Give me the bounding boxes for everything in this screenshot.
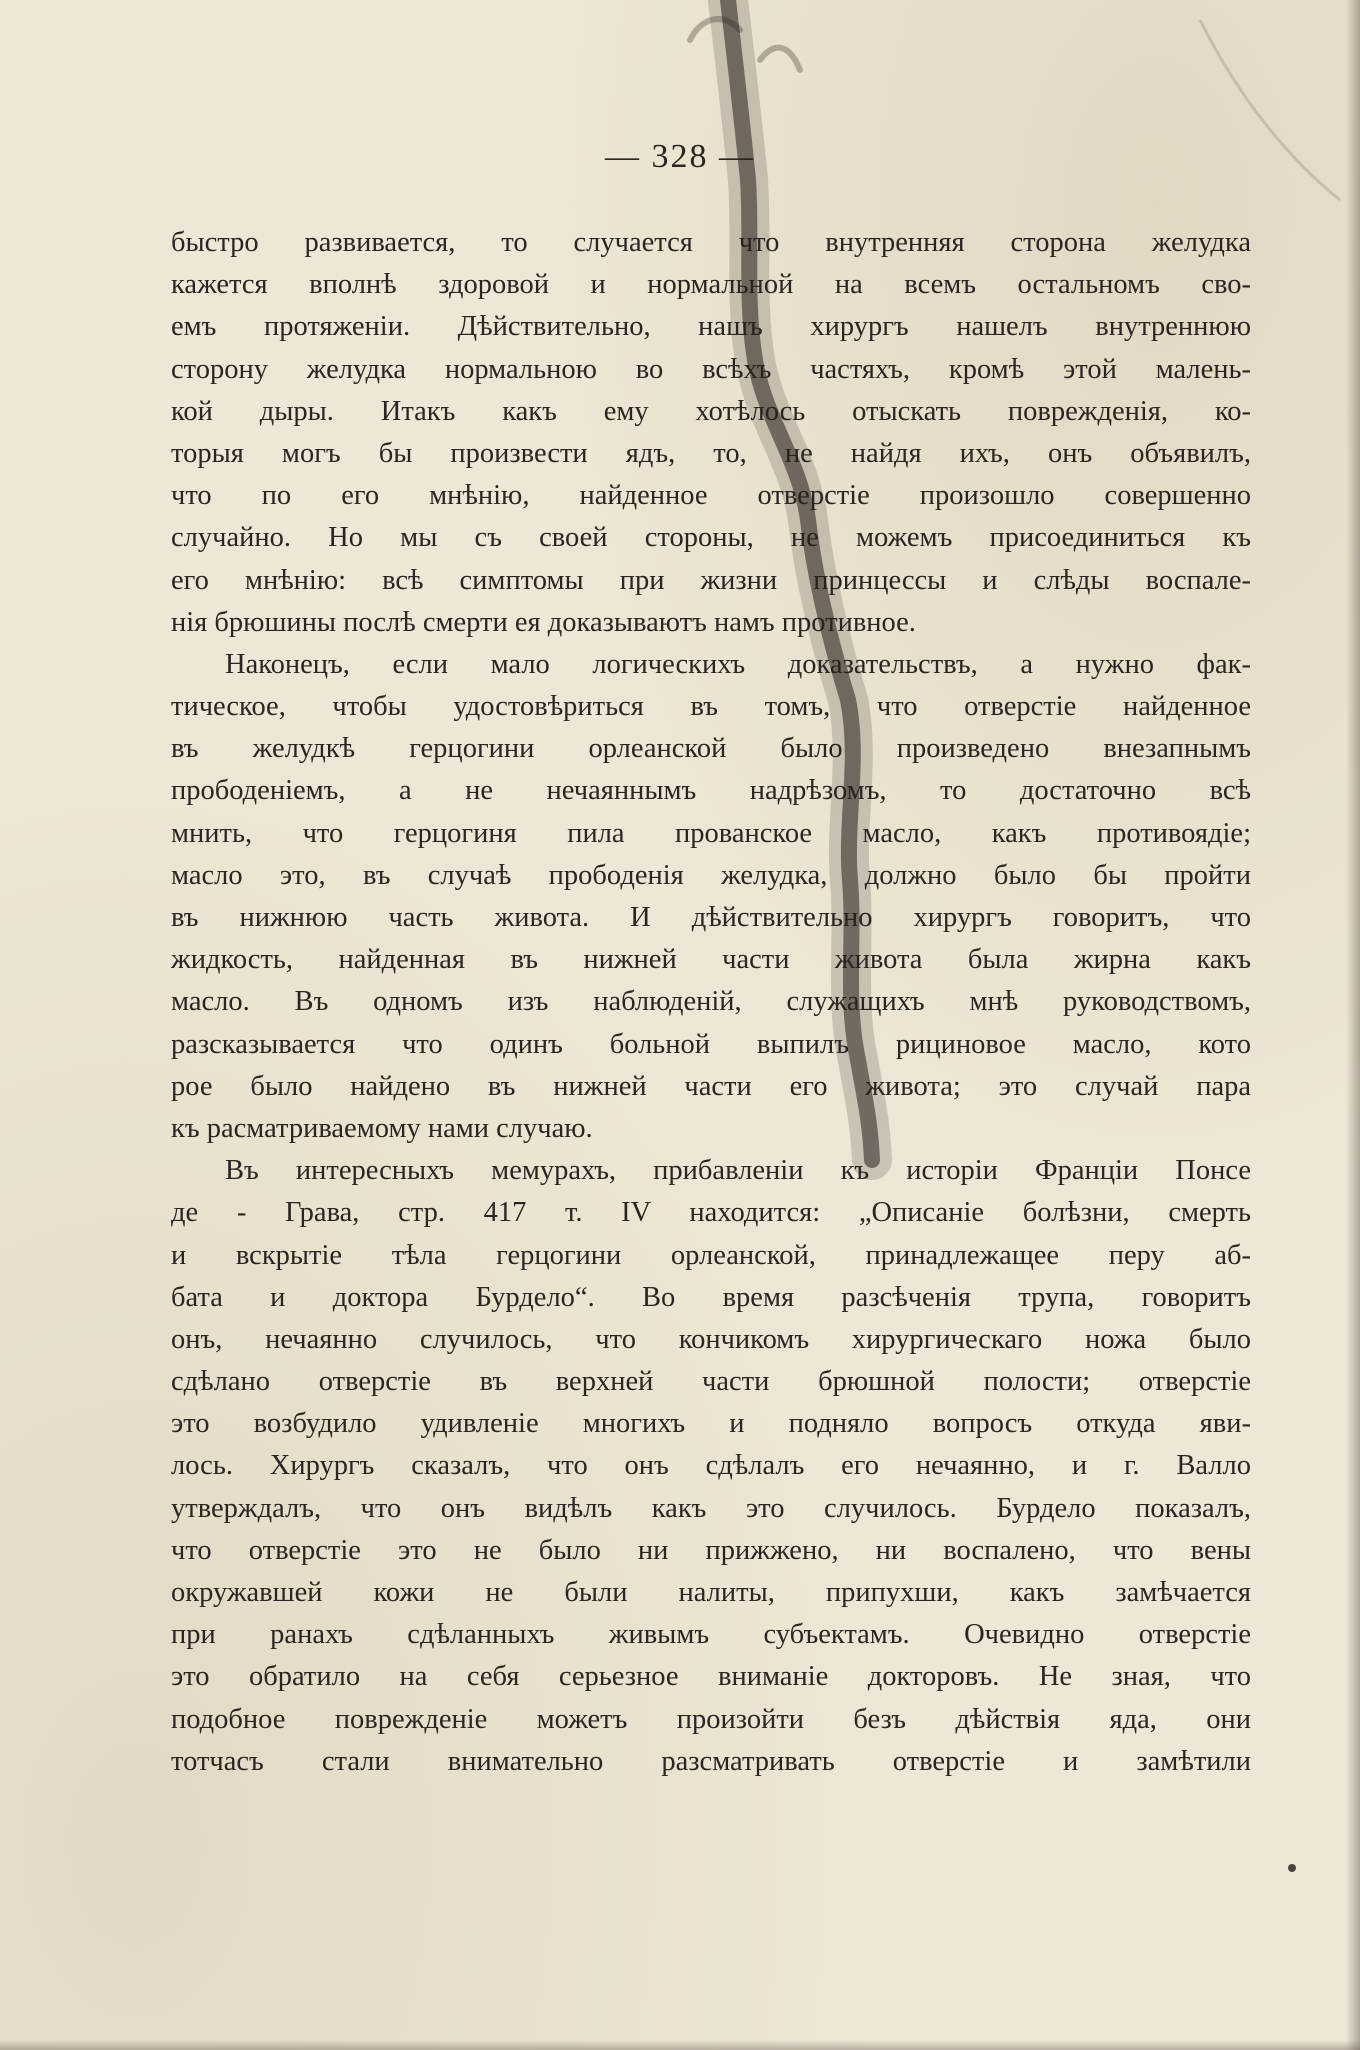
text-line: де - Грава, стр. 417 т. IV находится: „Описаніе болѣзни, смерть xyxy=(171,1197,1251,1229)
page-number: — 328 — xyxy=(605,138,755,175)
text-line: торыя могъ бы произвести ядъ, то, не найдя ихъ, онъ объявилъ, xyxy=(171,437,1251,469)
text-line: масло. Въ одномъ изъ наблюденій, служащихъ мнѣ руководствомъ, xyxy=(171,986,1251,1018)
text-line: что по его мнѣнію, найденное отверстіе произошло совершенно xyxy=(171,480,1251,512)
text-line: это обратило на себя серьезное вниманіе докторовъ. Не зная, что xyxy=(171,1661,1251,1693)
text-line: бата и доктора Бурдело“. Во время разсѣченія трупа, говоритъ xyxy=(171,1281,1251,1313)
page-edge-shadow-right xyxy=(1346,0,1360,2050)
page-edge-shadow-bottom xyxy=(0,2040,1360,2050)
text-line: разсказывается что одинъ больной выпилъ рициновое масло, кото xyxy=(171,1028,1251,1060)
text-line: сторону желудка нормальною во всѣхъ частяхъ, кромѣ этой малень- xyxy=(171,353,1251,385)
text-line: онъ, нечаянно случилось, что кончикомъ хирургическаго ножа было xyxy=(171,1323,1251,1355)
text-line: тическое, чтобы удостовѣриться въ томъ, что отверстіе найденное xyxy=(171,691,1251,723)
text-line: жидкость, найденная въ нижней части живота была жирна какъ xyxy=(171,944,1251,976)
text-line: емъ протяженіи. Дѣйствительно, нашъ хирургъ нашелъ внутреннюю xyxy=(171,311,1251,343)
text-line: кой дыры. Итакъ какъ ему хотѣлось отыскать поврежденія, ко- xyxy=(171,395,1251,427)
text-line: Въ интересныхъ мемурахъ, прибавленіи къ исторіи Франціи Понсе xyxy=(225,1155,1251,1187)
text-line: окружавшей кожи не были налиты, припухши, какъ замѣчается xyxy=(171,1577,1251,1608)
text-line: при ранахъ сдѣланныхъ живымъ субъектамъ. Очевидно отверстіе xyxy=(171,1619,1251,1651)
text-line: прободеніемъ, а не нечаяннымъ надрѣзомъ, то достаточно всѣ xyxy=(171,775,1251,807)
text-line: тотчасъ стали внимательно разсматривать отверстіе и замѣтили xyxy=(171,1745,1251,1777)
text-line: рое было найдено въ нижней части его живота; это случай пара xyxy=(171,1070,1251,1102)
text-body xyxy=(171,222,1251,1783)
text-line: подобное поврежденіе можетъ произойти безъ дѣйствія яда, они xyxy=(171,1703,1251,1735)
text-line: быстро развивается, то случается что внутренняя сторона желудка xyxy=(171,227,1251,258)
text-line: Наконецъ, если мало логическихъ доказательствъ, а нужно фак- xyxy=(225,648,1251,680)
text-line: къ расматриваемому нами случаю. xyxy=(171,1112,593,1144)
text-line: лось. Хирургъ сказалъ, что онъ сдѣлалъ его нечаянно, и г. Валло xyxy=(171,1450,1251,1482)
text-line: и вскрытіе тѣла герцогини орлеанской, принадлежащее перу аб- xyxy=(171,1239,1251,1271)
text-line: нія брюшины послѣ смерти ея доказываютъ намъ противное. xyxy=(171,606,916,638)
text-line: въ желудкѣ герцогини орлеанской было произведено внезапнымъ xyxy=(171,733,1251,765)
text-line: его мнѣнію: всѣ симптомы при жизни принцессы и слѣды воспале- xyxy=(171,564,1251,596)
text-line: мнить, что герцогиня пила прованское масло, какъ противоядіе; xyxy=(171,817,1251,849)
text-line: сдѣлано отверстіе въ верхней части брюшной полости; отверстіе xyxy=(171,1366,1251,1398)
text-line: случайно. Но мы съ своей стороны, не можемъ присоединиться къ xyxy=(171,522,1251,554)
text-line: что отверстіе это не было ни прижжено, ни воспалено, что вены xyxy=(171,1534,1251,1566)
text-line: утверждалъ, что онъ видѣлъ какъ это случилось. Бурдело показалъ, xyxy=(171,1492,1251,1524)
text-line: это возбудило удивленіе многихъ и подняло вопросъ откуда яви- xyxy=(171,1408,1251,1440)
text-line: масло это, въ случаѣ прободенія желудка, должно было бы пройти xyxy=(171,859,1251,891)
text-line: кажется вполнѣ здоровой и нормальной на всемъ остальномъ сво- xyxy=(171,269,1251,301)
text-line: въ нижнюю часть живота. И дѣйствительно хирургъ говоритъ, что xyxy=(171,902,1251,933)
